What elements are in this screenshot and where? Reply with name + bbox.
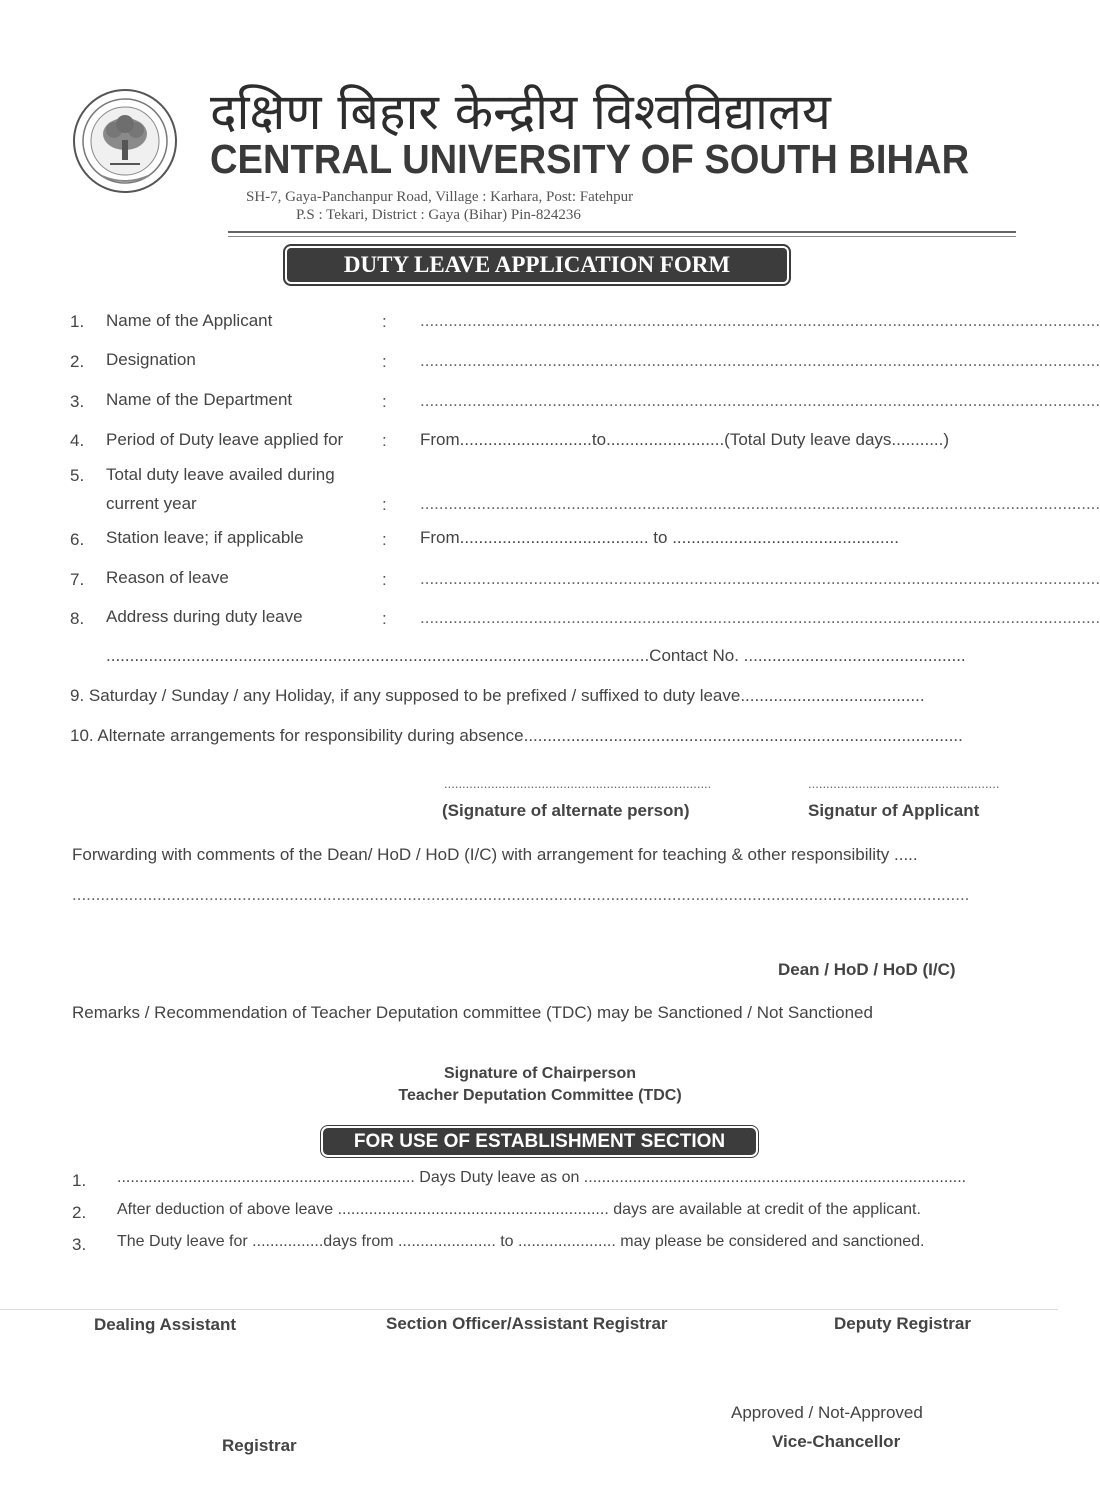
reason-field[interactable]: ................................................................................................................................................ [420, 569, 1100, 588]
department-field[interactable]: ................................................................................................................................................ [420, 391, 1100, 410]
address-line-2: P.S : Tekari, District : Gaya (Bihar) Pin-824236 [296, 207, 581, 223]
section-officer-label: Section Officer/Assistant Registrar [386, 1314, 668, 1333]
colon: : [382, 431, 387, 450]
est-item-2-number: 2. [72, 1203, 87, 1222]
alternate-signature-line[interactable]: .......................................................................... [444, 776, 712, 791]
field-7-number: 7. [70, 570, 85, 589]
est-item-1-number: 1. [72, 1171, 87, 1190]
est-item-1[interactable]: ................................................................... Days Duty leave as on ...................................................................................... [117, 1169, 967, 1186]
address-field[interactable]: ................................................................................................................................................ [420, 608, 1100, 627]
dean-signature-label: Dean / HoD / HoD (I/C) [778, 960, 956, 979]
header-rule-thin [228, 236, 1016, 237]
registrar-label: Registrar [222, 1436, 297, 1455]
est-item-2[interactable]: After deduction of above leave ............................................................. days are available at credit of the applicant. [117, 1201, 921, 1218]
alternate-arrangement-field[interactable]: 10. Alternate arrangements for responsibility during absence............................................................................................. [70, 726, 963, 745]
address-line-1: SH-7, Gaya-Panchanpur Road, Village : Karhara, Post: Fatehpur [246, 189, 634, 205]
approval-status: Approved / Not-Approved [731, 1403, 923, 1422]
university-name-hindi: दक्षिण बिहार केन्द्रीय विश्वविद्यालय [210, 83, 831, 141]
field-5-number: 5. [70, 466, 85, 485]
section-divider [0, 1309, 1058, 1310]
field-period-label: Period of Duty leave applied for [106, 430, 344, 449]
forwarding-comments: Forwarding with comments of the Dean/ HoD / HoD (I/C) with arrangement for teaching & other responsibility ..... [72, 845, 918, 864]
colon: : [382, 530, 387, 549]
colon: : [382, 495, 387, 514]
applicant-signature-line[interactable]: ..................................................... [808, 776, 1000, 791]
forwarding-comments-line[interactable]: .............................................................................................................................................................................................. [72, 885, 970, 904]
field-6-number: 6. [70, 530, 85, 549]
field-total-availed-label-2: current year [106, 494, 197, 513]
field-station-leave-label: Station leave; if applicable [106, 528, 304, 547]
designation-field[interactable]: ................................................................................................................................................ [420, 351, 1100, 370]
dealing-assistant-label: Dealing Assistant [94, 1315, 237, 1334]
deputy-registrar-label: Deputy Registrar [834, 1314, 971, 1333]
alternate-signature-label: (Signature of alternate person) [442, 801, 690, 820]
field-reason-label: Reason of leave [106, 568, 229, 587]
period-field[interactable]: From............................to.........................(Total Duty leave days...........) [420, 430, 950, 449]
field-designation-label: Designation [106, 350, 196, 369]
colon: : [382, 609, 387, 628]
field-3-number: 3. [70, 392, 85, 411]
applicant-name-field[interactable]: ................................................................................................................................................ [420, 311, 1100, 330]
field-2-number: 2. [70, 352, 85, 371]
field-8-number: 8. [70, 609, 85, 628]
colon: : [382, 352, 387, 371]
vice-chancellor-label: Vice-Chancellor [772, 1432, 901, 1451]
tdc-committee-label: Teacher Deputation Committee (TDC) [398, 1087, 682, 1104]
applicant-signature-label: Signatur of Applicant [808, 801, 980, 820]
est-item-3[interactable]: The Duty leave for ................days from ...................... to ...................... may please be considered and sanctioned. [117, 1233, 925, 1250]
tdc-remarks: Remarks / Recommendation of Teacher Deputation committee (TDC) may be Sanctioned / Not Sanctioned [72, 1003, 873, 1022]
field-department-label: Name of the Department [106, 390, 293, 409]
header-rule [228, 231, 1016, 233]
field-4-number: 4. [70, 431, 85, 450]
field-total-availed-label: Total duty leave availed during [106, 465, 335, 484]
colon: : [382, 392, 387, 411]
total-availed-field[interactable]: ................................................................................................................................................ [420, 494, 1100, 513]
field-applicant-name-label: Name of the Applicant [106, 311, 273, 330]
university-name: CENTRAL UNIVERSITY OF SOUTH BIHAR [210, 136, 970, 182]
station-leave-field[interactable]: From........................................ to ................................................ [420, 528, 899, 547]
establishment-section-title: FOR USE OF ESTABLISHMENT SECTION [323, 1128, 756, 1155]
colon: : [382, 570, 387, 589]
chairperson-signature: Signature of Chairperson [443, 1065, 637, 1082]
field-1-number: 1. [70, 312, 85, 331]
colon: : [382, 312, 387, 331]
form-title: DUTY LEAVE APPLICATION FORM [287, 248, 787, 282]
university-seal [72, 88, 178, 194]
field-address-label: Address during duty leave [106, 607, 303, 626]
contact-field[interactable]: ...................................................................................................................Contact No. ............................................... [106, 646, 966, 665]
est-item-3-number: 3. [72, 1235, 87, 1254]
holiday-field[interactable]: 9. Saturday / Sunday / any Holiday, if any supposed to be prefixed / suffixed to duty leave....................................... [70, 686, 925, 705]
